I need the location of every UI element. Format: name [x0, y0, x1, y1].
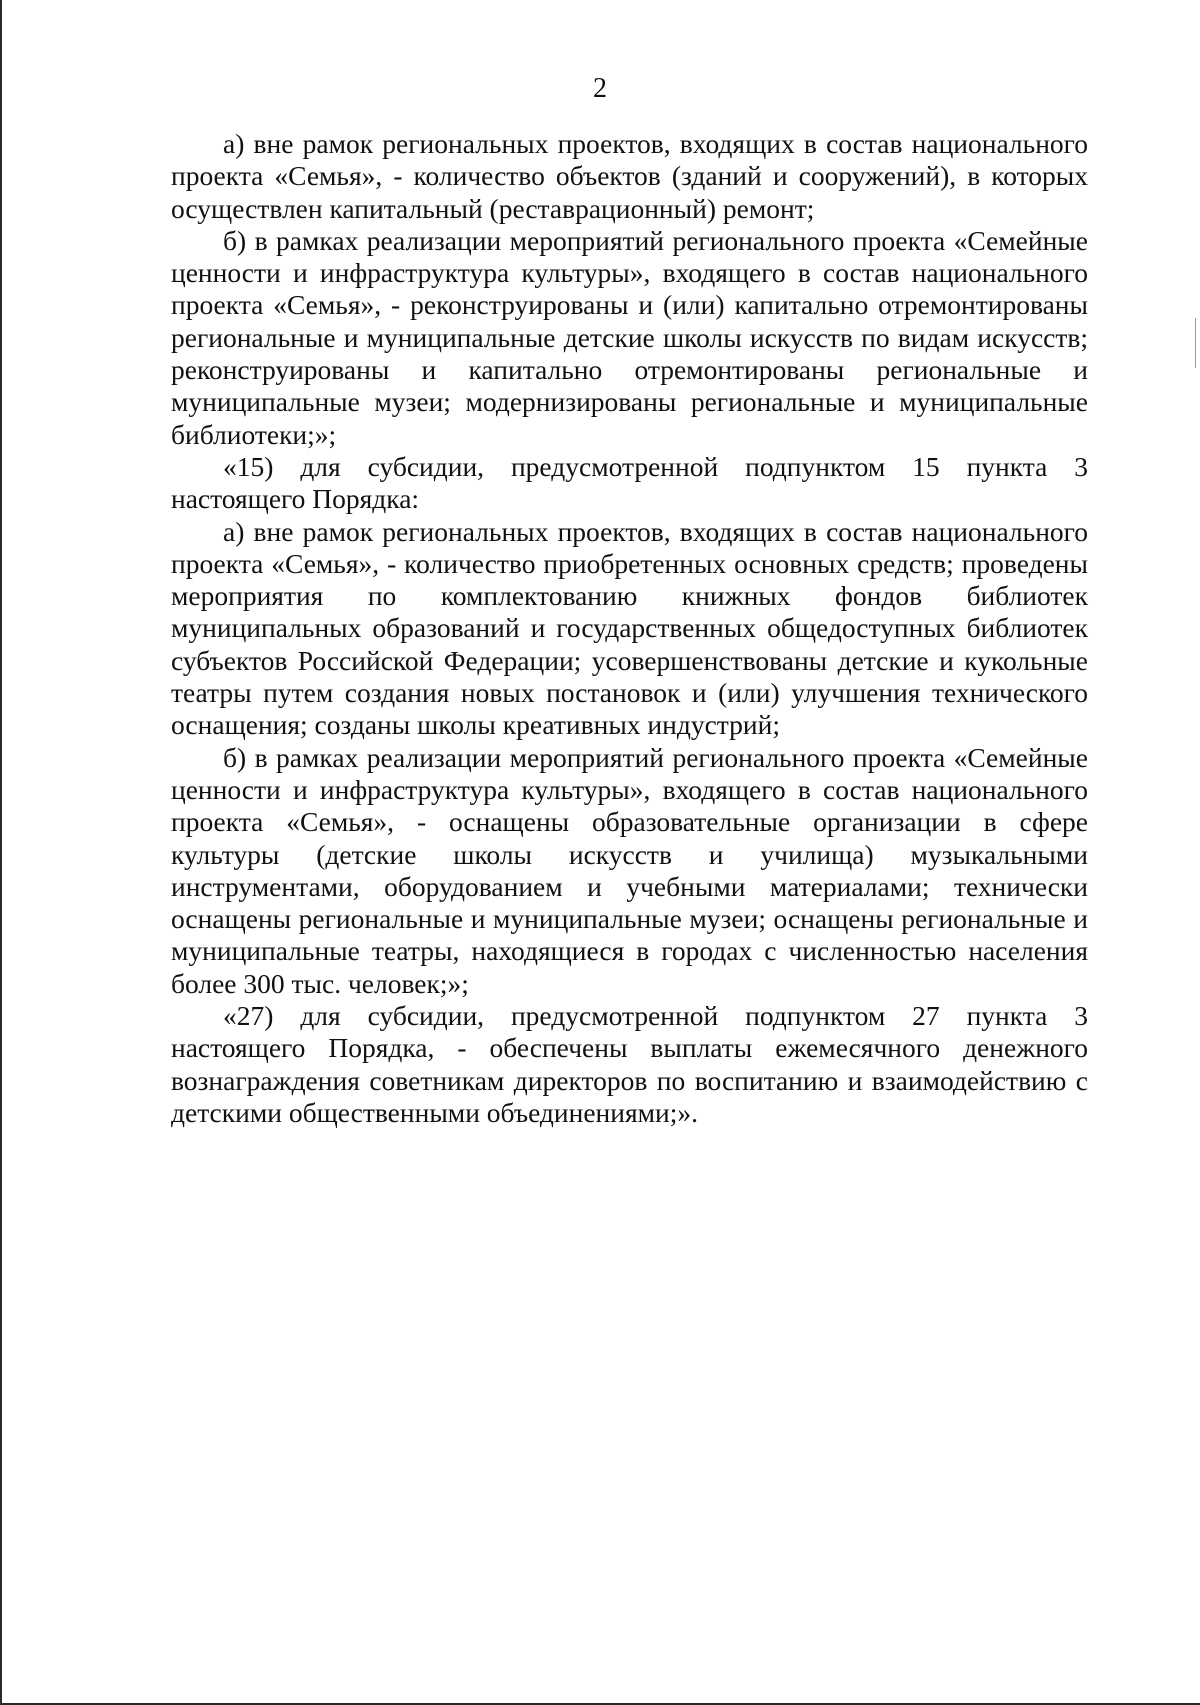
paragraph-15a-outside-projects: а) вне рамок региональных проектов, входящих в состав национального проекта «Семья», - количество приобретенных основных средств; проведены мероприятия по комплектованию книжных фондов библиотек муниципальных образований и государственных общедоступных библиотек субъектов Российской Федерации; усовершенствованы детские и кукольные театры путем создания новых постановок и (или) улучшения технического оснащения; созданы школы креативных индустрий; [171, 515, 1088, 741]
scan-border-left [0, 0, 2, 1705]
paragraph-15-subsidy-intro: «15) для субсидии, предусмотренной подпунктом 15 пункта 3 настоящего Порядка: [171, 450, 1088, 515]
page-number: 2 [593, 73, 607, 104]
paragraph-a-outside-projects: а) вне рамок региональных проектов, входящих в состав национального проекта «Семья», - количество объектов (зданий и сооружений), в которых осуществлен капитальный (реставрационный) ремонт; [171, 128, 1088, 224]
paragraph-b-regional-project: б) в рамках реализации мероприятий регионального проекта «Семейные ценности и инфраструктура культуры», входящего в состав национального проекта «Семья», - реконструированы и (или) капитально отремонтированы региональные и муниципальные детские школы искусств по видам искусств; реконструированы и капитально отремонтированы региональные и муниципальные музеи; модернизированы региональные и муниципальные библиотеки;»; [171, 224, 1088, 450]
paragraph-27-subsidy: «27) для субсидии, предусмотренной подпунктом 27 пункта 3 настоящего Порядка, - обеспечены выплаты ежемесячного денежного вознаграждения советникам директоров по воспитанию и взаимодействию с детскими общественными объединениями;». [171, 1000, 1088, 1128]
paragraph-15b-regional-project: б) в рамках реализации мероприятий регионального проекта «Семейные ценности и инфраструктура культуры», входящего в состав национального проекта «Семья», - оснащены образовательные организации в сфере культуры (детские школы искусств и училища) музыкальными инструментами, оборудованием и учебными материалами; технически оснащены региональные и муниципальные музеи; оснащены региональные и муниципальные театры, находящиеся в городах с численностью населения более 300 тыс. человек;»; [171, 741, 1088, 999]
document-body [171, 128, 1088, 1129]
scan-artifact-mark [1195, 318, 1196, 368]
